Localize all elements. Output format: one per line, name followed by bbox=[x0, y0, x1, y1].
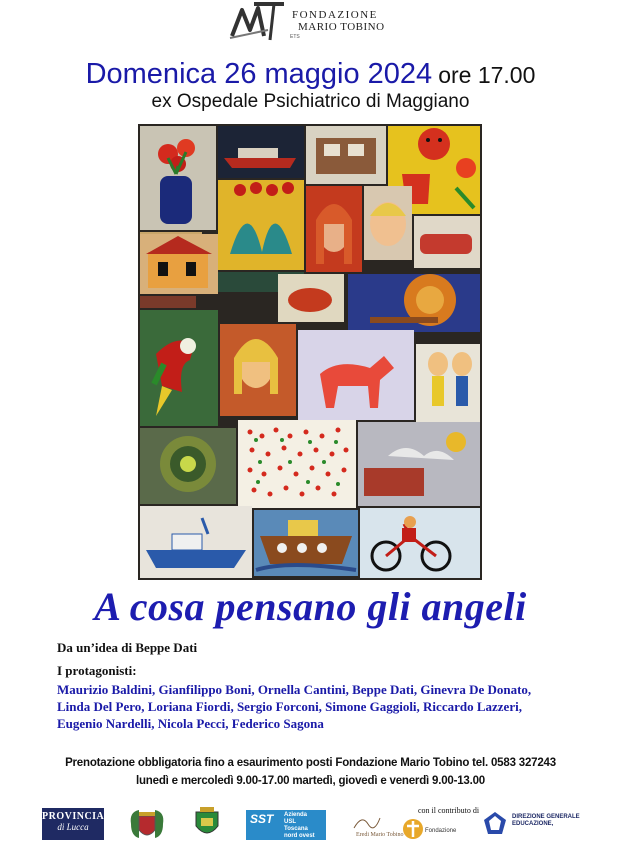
protagonists-names-line-1: Maurizio Baldini, Gianfilippo Boni, Ornella Cantini, Beppe Dati, Ginevra De Donato, bbox=[57, 682, 532, 697]
asl-text bbox=[284, 812, 315, 840]
provincia-lucca-logo bbox=[42, 808, 104, 840]
asl-text-line: Azienda bbox=[284, 812, 308, 818]
fondazione-logo bbox=[228, 0, 398, 42]
fondazione-cross-icon bbox=[402, 818, 424, 840]
event-date-line bbox=[0, 58, 621, 91]
idea-credit: Da un’idea di Beppe Dati bbox=[57, 640, 198, 655]
logo-text-fondazione: FONDAZIONE bbox=[292, 9, 378, 21]
painting-collage-image bbox=[138, 124, 482, 580]
asl-toscana-logo bbox=[246, 810, 326, 840]
fondazione-text: Fondazione bbox=[425, 828, 457, 834]
signature-icon bbox=[352, 812, 382, 832]
collage-artwork bbox=[138, 124, 482, 580]
eredi-text: Eredi Mario Tobino bbox=[356, 832, 404, 838]
asl-text-line: nord ovest bbox=[284, 833, 315, 839]
contributo-label: con il contributo di bbox=[418, 806, 480, 815]
asl-text-line: USL bbox=[284, 819, 296, 825]
protagonists-label: I protagonisti: bbox=[57, 663, 137, 678]
provincia-logo-line-1: PROVINCIA bbox=[42, 811, 105, 822]
ministry-emblem-icon bbox=[482, 810, 508, 836]
event-date: Domenica 26 maggio 2024 bbox=[85, 58, 433, 90]
comune-crest-icon bbox=[127, 808, 167, 840]
flower-vase-painting bbox=[140, 126, 216, 230]
direzione-text-line: EDUCAZIONE, bbox=[512, 821, 554, 827]
stylized-monogram-icon bbox=[228, 0, 288, 42]
direzione-generale-logo bbox=[482, 810, 582, 840]
protagonists-names-line-3: Eugenio Nardelli, Nicola Pecci, Federico Sagona bbox=[57, 716, 324, 731]
event-time: ore 17.00 bbox=[438, 62, 536, 88]
event-venue: ex Ospedale Psichiatrico di Maggiano bbox=[151, 91, 470, 112]
asl-text-line: Toscana bbox=[284, 826, 308, 832]
booking-info: Prenotazione obbligatoria fino a esaurimento posti Fondazione Mario Tobino tel. 0583 327243 bbox=[65, 757, 556, 769]
provincia-logo-line-2: di Lucca bbox=[57, 822, 89, 832]
direzione-text-line: DIREZIONE GENERALE bbox=[512, 814, 580, 820]
logo-text-mario-tobino: MARIO TOBINO bbox=[298, 21, 385, 33]
direzione-text bbox=[512, 814, 580, 828]
comune-shield-icon bbox=[190, 806, 224, 840]
logo-text-ets: ETS bbox=[290, 34, 300, 40]
booking-hours: lunedì e mercoledì 9.00-17.00 martedì, giovedì e venerdì 9.00-13.00 bbox=[135, 775, 486, 787]
protagonists-names-line-2: Linda Del Pero, Loriana Fiordi, Sergio Forconi, Simone Gaggioli, Riccardo Lazzeri, bbox=[57, 699, 522, 714]
event-title: A cosa pensano gli angeli bbox=[94, 584, 527, 629]
asl-brand: SST bbox=[250, 812, 274, 826]
